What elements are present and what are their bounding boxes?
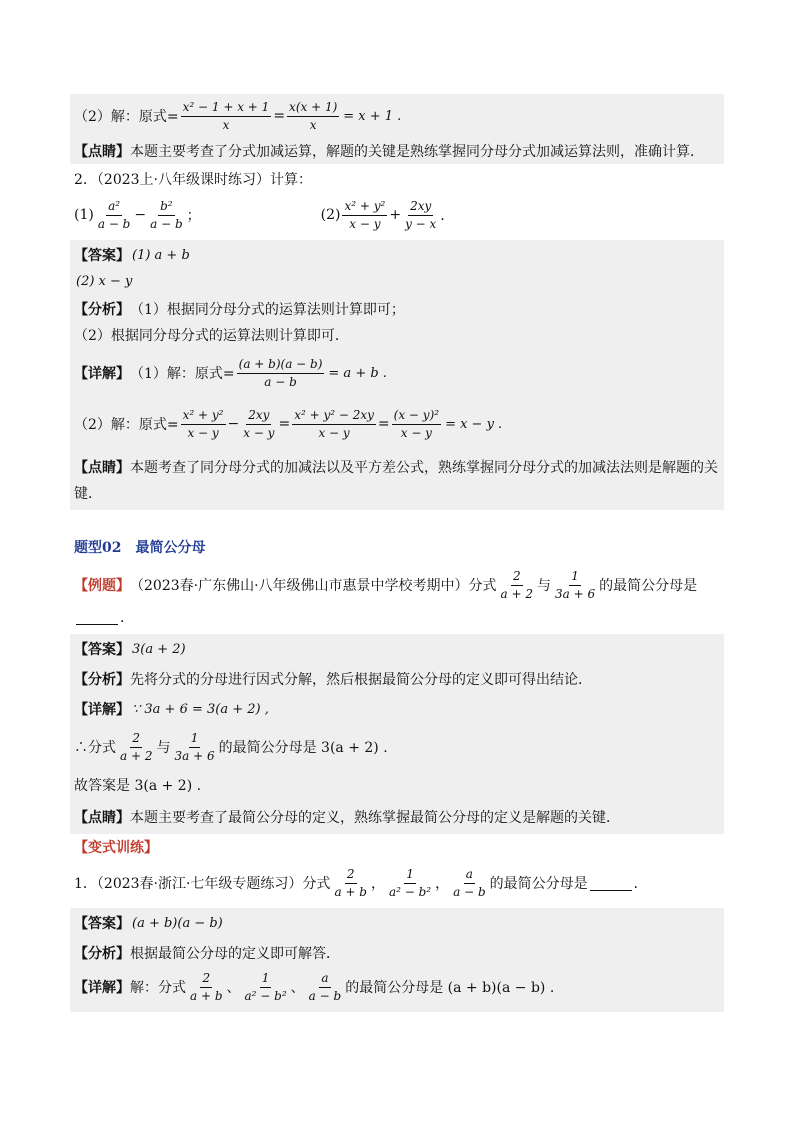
answer-tag: 【答案】 — [74, 248, 130, 264]
answer-blank — [590, 876, 632, 891]
fraction: $\frac{1}{\text{a² − b²}}$ — [388, 866, 432, 899]
answer-tag: 【答案】 — [74, 916, 130, 932]
answer-line: 【答案】 3(a + 2) — [74, 638, 188, 660]
dianjing-line: 【点睛】 本题主要考查了最简公分母的定义，熟练掌握最简公分母的定义是解题的关键． — [74, 806, 620, 828]
fraction: $\frac{\text{a²}}{a - b}$ — [97, 198, 131, 231]
fraction: $\frac{a}{a - b}$ — [453, 866, 486, 899]
fraction: $\frac{2}{a + 2}$ — [500, 568, 534, 601]
fraction: $\frac{\text{x² − 1 + x + 1}}{x}$ — [182, 99, 270, 132]
answer-tag: 【答案】 — [74, 642, 130, 658]
example-blank-line: ． — [74, 606, 134, 628]
fraction: $\frac{1}{3a + 6}$ — [174, 730, 215, 763]
xiangjie-line-1: 【详解】 ∵ 3a + 6 = 3(a + 2) , — [74, 698, 271, 720]
question-2-parts: (1) $\frac{\text{a²}}{a - b}$ − $\frac{\text{b²}}{a - b}$ ； (2) $\frac{\text{x² + y²}}{x - y}$ + $\frac{2xy}{y - x}$ ． — [74, 198, 455, 231]
step-label: （2）解：原式= — [74, 109, 179, 125]
fraction: $\frac{2}{a + b}$ — [334, 866, 367, 899]
fraction: $\frac{a}{a - b}$ — [308, 970, 342, 1003]
dianjing-tag: 【点睛】 — [74, 144, 130, 160]
dianjing-line — [74, 140, 704, 162]
dianjing-line-2: 键． — [74, 486, 102, 502]
dianjing-tag: 【点睛】 — [74, 810, 130, 826]
fraction: $\frac{x(x + 1)}{x}$ — [289, 99, 338, 132]
example-question: 【例题】 （2023春·广东佛山·八年级佛山市惠景中学校考期中）分式 $\frac{2}{a + 2}$ 与 $\frac{1}{3a + 6}$ 的最简公分母是 — [74, 568, 698, 601]
xiangjie-tag: 【详解】 — [74, 366, 130, 382]
fraction: $\frac{\text{(x − y)²}}{x - y}$ — [393, 407, 440, 440]
fraction: $\frac{2xy}{x - y}$ — [243, 407, 275, 440]
fenxi-line: 【分析】 先将分式的分母进行因式分解，然后根据最简公分母的定义即可得出结论． — [74, 668, 592, 690]
xiangjie-line-1: 【详解】 （1）解：原式= $\frac{(a + b)(a - b)}{a - b}$ = a + b . — [74, 356, 387, 389]
fenxi-tag: 【分析】 — [74, 946, 130, 962]
section-heading — [74, 536, 205, 558]
answer-blank — [76, 610, 118, 625]
answer-line-2: (2) x − y — [76, 273, 133, 289]
fraction: $\frac{\text{x² + y² − 2xy}}{x - y}$ — [294, 407, 374, 440]
fraction: $\frac{1}{\text{a² − b²}}$ — [244, 970, 287, 1003]
answer-line: 【答案】 (a + b)(a − b) — [74, 912, 225, 934]
section-number: 题型02 — [74, 540, 122, 556]
dianjing-line: 【点睛】 本题考查了同分母分式的加减法以及平方差公式，熟练掌握同分母分式的加减法法则是解题的关 — [74, 456, 718, 478]
dianjing-tag: 【点睛】 — [74, 460, 130, 476]
answer-line: 【答案】 (1) a + b — [74, 244, 192, 266]
fraction: $\frac{(a + b)(a - b)}{a - b}$ — [238, 356, 323, 389]
fraction: $\frac{2}{a + 2}$ — [120, 730, 153, 763]
xiangjie-tag: 【详解】 — [74, 702, 130, 718]
fraction: $\frac{\text{x² + y²}}{x - y}$ — [344, 198, 386, 231]
xiangjie-tag: 【详解】 — [74, 980, 130, 996]
variant-heading — [74, 836, 158, 858]
fraction: $\frac{\text{x² + y²}}{x - y}$ — [182, 407, 224, 440]
fraction: $\frac{2}{a + b}$ — [190, 970, 223, 1003]
section-title: 最简公分母 — [135, 540, 206, 556]
fenxi-line: 【分析】 （1）根据同分母分式的运算法则计算即可； — [74, 298, 405, 320]
result: = x + 1 . — [343, 108, 402, 124]
question-2-title: 2．（2023上·八年级课时练习）计算： — [74, 172, 312, 188]
fenxi-tag: 【分析】 — [74, 302, 130, 318]
variant-tag: 【变式训练】 — [74, 840, 158, 856]
xiangjie-line-3: 故答案是 3(a + 2) . — [74, 778, 202, 794]
fenxi-line-2: （2）根据同分母分式的运算法则计算即可． — [74, 328, 349, 344]
fenxi-line: 【分析】 根据最简公分母的定义即可解答． — [74, 942, 340, 964]
variant-question-1: 1．（2023春·浙江·七年级专题练习）分式 $\frac{2}{a + b}$ ， $\frac{1}{\text{a² − b²}}$ ， $\frac{a}{a - b}$ 的最简公分母是 ． — [74, 866, 648, 899]
dianjing-text: 本题主要考查了分式加减运算，解题的关键是熟练掌握同分母分式加减运算法则，准确计算． — [130, 144, 704, 160]
fraction: $\frac{2xy}{y - x}$ — [405, 198, 437, 231]
fenxi-tag: 【分析】 — [74, 672, 130, 688]
example-tag: 【例题】 — [74, 578, 130, 594]
xiangjie-line-2: ∴分式 $\frac{2}{a + 2}$ 与 $\frac{1}{3a + 6}$ 的最简公分母是 3(a + 2) . — [74, 730, 388, 763]
xiangjie-line-2: （2）解：原式= $\frac{\text{x² + y²}}{x - y}$ − $\frac{2xy}{x - y}$ = $\frac{\text{x² + y² − 2xy}}{x - y}$ = $\frac{\text{(x − y)²}}{x - y}$ = x − y . — [74, 407, 503, 440]
fraction: $\frac{\text{b²}}{a - b}$ — [150, 198, 183, 231]
xiangjie-line: 【详解】 解：分式 $\frac{2}{a + b}$ 、 $\frac{1}{\text{a² − b²}}$ 、 $\frac{a}{a - b}$ 的最简公分母是 (a + b)(a − b) . — [74, 970, 555, 1003]
fraction: $\frac{1}{3a + 6}$ — [555, 568, 596, 601]
solution-line: （2）解：原式= $\frac{\text{x² − 1 + x + 1}}{x}$ = $\frac{x(x + 1)}{x}$ = x + 1 . — [74, 99, 402, 132]
